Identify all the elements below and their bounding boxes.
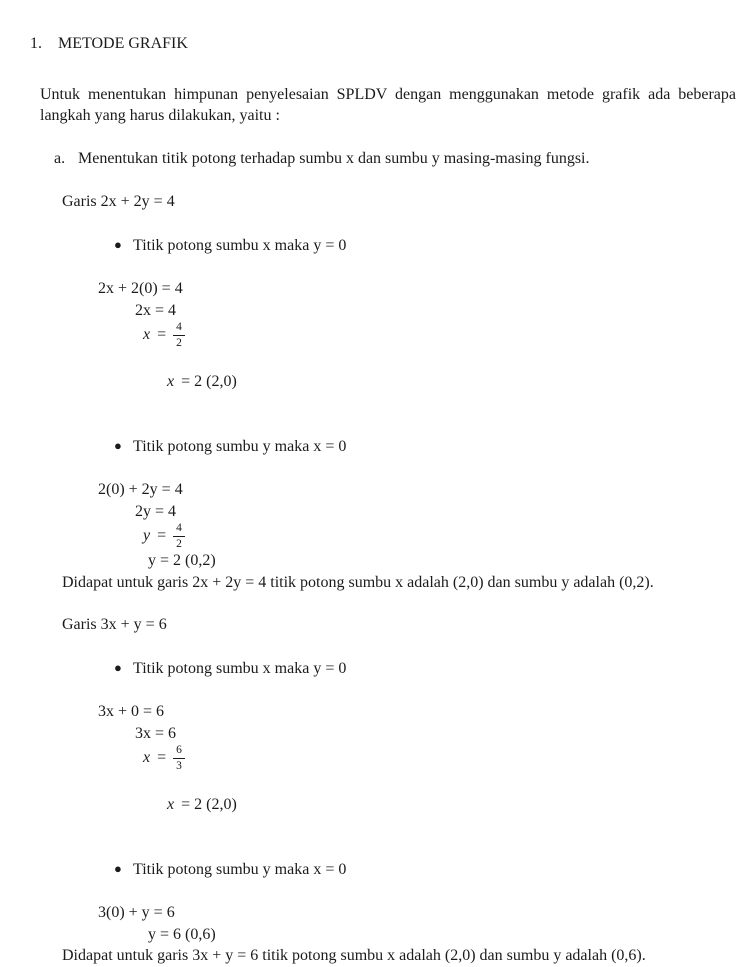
equals-sign: =: [157, 749, 167, 766]
equation-step: 2x + 2(0) = 4: [98, 280, 183, 297]
bullet-title: Titik potong sumbu x maka y = 0: [133, 660, 347, 677]
fraction: [173, 321, 185, 349]
bullet-item: [90, 414, 744, 480]
bullet-item: [90, 837, 744, 903]
bullet-icon: ●: [114, 438, 122, 453]
equation-section-1: [0, 191, 744, 593]
heading-title: METODE GRAFIK: [58, 34, 188, 52]
result-line: [143, 349, 744, 414]
fraction-numerator: 4: [173, 321, 185, 336]
intro-line-1: Untuk menentukan himpunan penyelesaian SPLDV dengan menggunakan metode grafik ada beberapa: [40, 85, 736, 103]
equation-step: 3x = 6: [135, 724, 177, 742]
fraction: [173, 744, 185, 772]
fraction-line: [143, 522, 744, 550]
garis-title: Garis 3x + y = 6: [62, 616, 167, 633]
fraction: [173, 522, 185, 550]
bullet-title: Titik potong sumbu y maka x = 0: [133, 438, 347, 455]
equation-step: 2y = 4: [135, 502, 177, 520]
fraction-numerator: 6: [173, 744, 185, 759]
fraction-denominator: 2: [176, 336, 182, 349]
result-line: y = 6 (0,6): [148, 925, 216, 943]
bullet-title: Titik potong sumbu y maka x = 0: [133, 861, 347, 878]
equals-sign: =: [157, 527, 167, 544]
result-line: [143, 772, 744, 837]
equation-step: 2x = 4: [135, 301, 177, 319]
equation-step: 3x + 0 = 6: [98, 703, 165, 720]
result-variable: x: [167, 795, 175, 813]
equation-step: 3(0) + y = 6: [98, 904, 175, 921]
equals-sign: =: [157, 326, 167, 343]
bullet-icon: ●: [114, 237, 122, 252]
intro-line-2: langkah yang harus dilakukan, yaitu :: [40, 107, 280, 124]
blank-line: [0, 593, 744, 614]
list-item-a-marker: a.: [54, 150, 66, 167]
fraction-line: [143, 744, 744, 772]
fraction-variable: y: [143, 527, 151, 544]
bullet-icon: ●: [114, 660, 122, 675]
fraction-line: [143, 321, 744, 349]
fraction-denominator: 3: [176, 759, 182, 772]
conclusion-text: Didapat untuk garis 2x + 2y = 4 titik potong sumbu x adalah (2,0) dan sumbu y adalah (0,2).: [62, 573, 654, 591]
fraction-denominator: 2: [176, 537, 182, 550]
bullet-item: [90, 213, 744, 279]
equation-section-2: [0, 614, 744, 967]
list-item-a-text: Menentukan titik potong terhadap sumbu x dan sumbu y masing-masing fungsi.: [78, 150, 590, 167]
garis-title: Garis 2x + 2y = 4: [62, 193, 175, 210]
result-value: = 2 (2,0): [181, 372, 237, 390]
page-heading: [14, 11, 744, 76]
list-item-a: [38, 127, 744, 192]
intro-paragraph: [40, 84, 736, 127]
fraction-variable: x: [143, 749, 151, 766]
bullet-icon: ●: [114, 861, 122, 876]
equation-step: 2(0) + 2y = 4: [98, 481, 183, 498]
bullet-title: Titik potong sumbu x maka y = 0: [133, 237, 347, 254]
conclusion-text: Didapat untuk garis 3x + y = 6 titik potong sumbu x adalah (2,0) dan sumbu y adalah (0,6).: [62, 947, 646, 964]
heading-number: 1.: [30, 34, 42, 52]
result-line: y = 2 (0,2): [148, 552, 216, 569]
fraction-numerator: 4: [173, 522, 185, 537]
bullet-item: [90, 636, 744, 702]
result-value: = 2 (2,0): [181, 795, 237, 813]
fraction-variable: x: [143, 326, 151, 343]
result-variable: x: [167, 372, 175, 390]
